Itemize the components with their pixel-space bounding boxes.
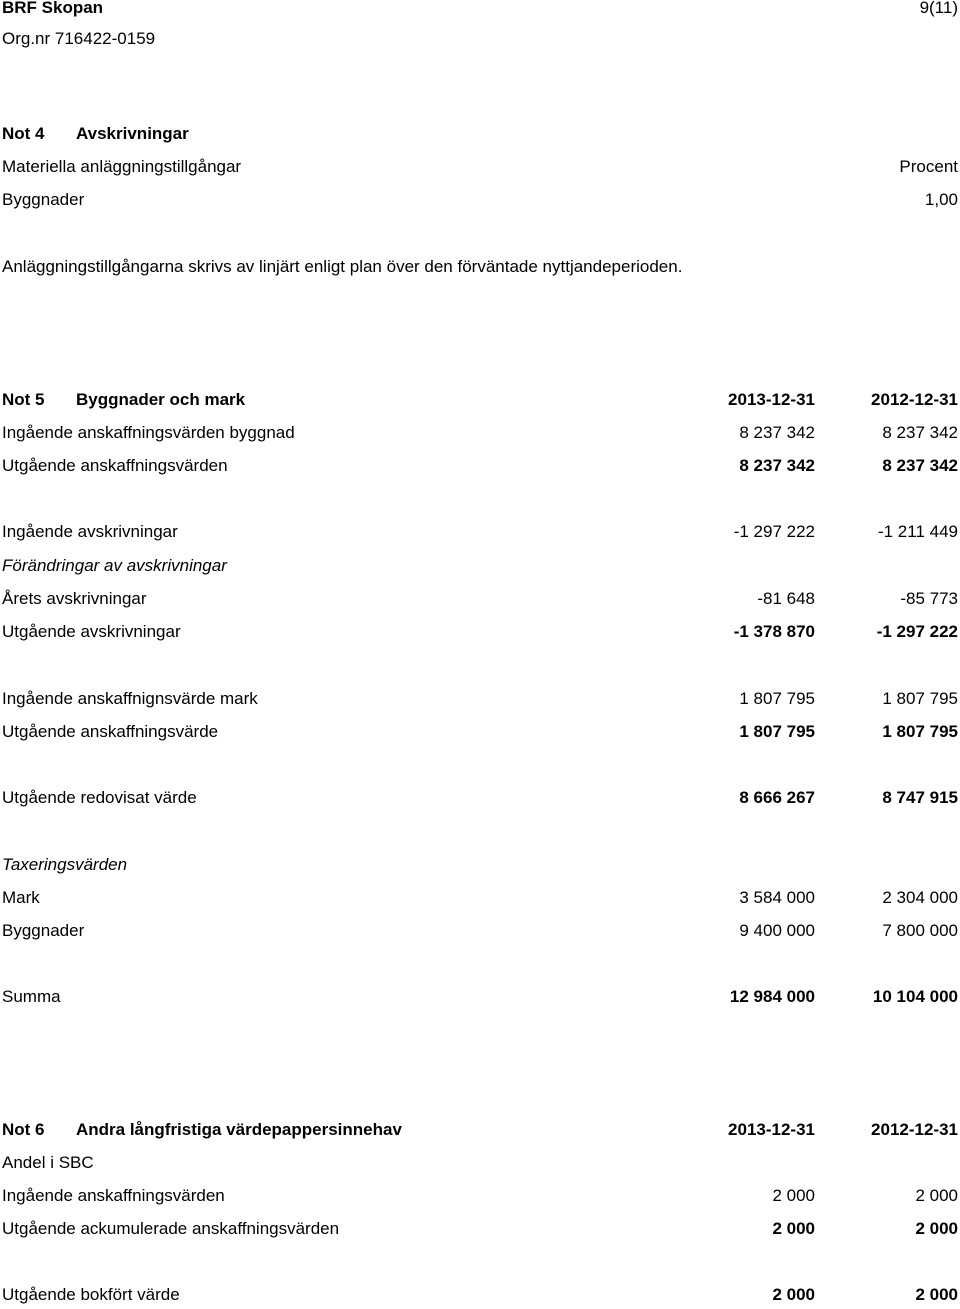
note4-subtitle: Materiella anläggningstillgångar <box>2 157 242 176</box>
row-label: Taxeringsvärden <box>2 855 128 874</box>
row-value-2013: 2 000 <box>772 1186 815 1205</box>
note5-title: Byggnader och mark <box>76 390 246 409</box>
row-label: Ingående anskaffningsvärden <box>2 1186 225 1205</box>
row-label: Utgående avskrivningar <box>2 622 181 641</box>
row-label: Årets avskrivningar <box>2 589 147 608</box>
row-value-2012: 2 304 000 <box>882 888 958 907</box>
table-row <box>2 685 960 713</box>
note4-heading <box>2 120 960 148</box>
row-value-2012: 8 237 342 <box>882 423 958 442</box>
note6-heading <box>2 1116 960 1144</box>
row-label: Förändringar av avskrivningar <box>2 556 227 575</box>
row-label: Utgående anskaffningsvärden <box>2 456 228 475</box>
note6-label: Not 6 <box>2 1120 45 1139</box>
row-value-2013: 12 984 000 <box>729 987 815 1006</box>
row-value-2012: 2 000 <box>915 1186 958 1205</box>
row-value-2013: -81 648 <box>757 589 815 608</box>
row-value-2012: 2 000 <box>915 1219 958 1238</box>
row-label: Utgående redovisat värde <box>2 788 197 807</box>
note4-row-value: 1,00 <box>924 190 958 209</box>
note5-col1-header: 2013-12-31 <box>728 390 815 409</box>
row-label: Ingående anskaffnignsvärde mark <box>2 689 258 708</box>
row-value-2013: 8 237 342 <box>739 423 815 442</box>
table-row <box>2 618 960 646</box>
note4-text: Anläggningstillgångarna skrivs av linjärt enligt plan över den förväntade nyttjandeperioden. <box>2 257 683 276</box>
note6-title: Andra långfristiga värdepappersinnehav <box>76 1120 402 1139</box>
row-value-2013: 8 237 342 <box>739 456 815 475</box>
row-value-2013: 2 000 <box>772 1219 815 1238</box>
row-value-2012: -1 297 222 <box>876 622 958 641</box>
row-label: Summa <box>2 987 61 1006</box>
row-value-2012: 2 000 <box>915 1285 958 1304</box>
row-label: Utgående ackumulerade anskaffningsvärden <box>2 1219 340 1238</box>
section-subheading <box>2 552 960 580</box>
row-value-2013: 9 400 000 <box>739 921 815 940</box>
note4-row <box>2 186 960 214</box>
row-value-2012: 8 747 915 <box>882 788 958 807</box>
row-value-2013: 8 666 267 <box>739 788 815 807</box>
row-value-2012: 8 237 342 <box>882 456 958 475</box>
org-number-row <box>2 25 960 53</box>
row-value-2012: -1 211 449 <box>877 522 958 541</box>
table-row <box>2 983 960 1011</box>
row-value-2013: 2 000 <box>772 1285 815 1304</box>
row-label: Byggnader <box>2 921 85 940</box>
table-row <box>2 784 960 812</box>
table-row <box>2 452 960 480</box>
note5-heading <box>2 386 960 414</box>
note4-label: Not 4 <box>2 124 45 143</box>
table-row <box>2 419 960 447</box>
note5-col2-header: 2012-12-31 <box>871 390 958 409</box>
note6-col2-header: 2012-12-31 <box>871 1120 958 1139</box>
row-value-2013: 3 584 000 <box>739 888 815 907</box>
row-value-2013: 1 807 795 <box>739 722 815 741</box>
page-number: 9(11) <box>919 0 958 17</box>
row-label: Utgående anskaffningsvärde <box>2 722 219 741</box>
row-value-2013: 1 807 795 <box>739 689 815 708</box>
row-value-2013: -1 297 222 <box>733 522 815 541</box>
row-value-2013: -1 378 870 <box>733 622 815 641</box>
row-value-2012: 10 104 000 <box>872 987 958 1006</box>
note4-subtitle-row <box>2 153 960 181</box>
table-row <box>2 585 960 613</box>
row-label: Ingående avskrivningar <box>2 522 178 541</box>
row-label: Andel i SBC <box>2 1153 94 1172</box>
row-value-2012: -85 773 <box>900 589 958 608</box>
company-name: BRF Skopan <box>2 0 104 17</box>
table-row <box>2 1281 960 1309</box>
note4-col-header: Procent <box>899 157 958 176</box>
note4-row-label: Byggnader <box>2 190 85 209</box>
row-label: Ingående anskaffningsvärden byggnad <box>2 423 295 442</box>
row-label: Utgående bokfört värde <box>2 1285 180 1304</box>
row-value-2012: 7 800 000 <box>882 921 958 940</box>
table-row <box>2 518 960 546</box>
table-row <box>2 884 960 912</box>
note4-title: Avskrivningar <box>76 124 189 143</box>
table-row <box>2 1182 960 1210</box>
page-header <box>2 0 960 22</box>
section-subheading <box>2 851 960 879</box>
table-row <box>2 1215 960 1243</box>
row-label: Mark <box>2 888 40 907</box>
table-row <box>2 718 960 746</box>
note6-col1-header: 2013-12-31 <box>728 1120 815 1139</box>
note5-label: Not 5 <box>2 390 45 409</box>
row-value-2012: 1 807 795 <box>882 722 958 741</box>
table-row <box>2 1149 960 1177</box>
table-row <box>2 917 960 945</box>
row-value-2012: 1 807 795 <box>882 689 958 708</box>
org-number: Org.nr 716422-0159 <box>2 29 156 48</box>
note4-text-row <box>2 253 960 281</box>
